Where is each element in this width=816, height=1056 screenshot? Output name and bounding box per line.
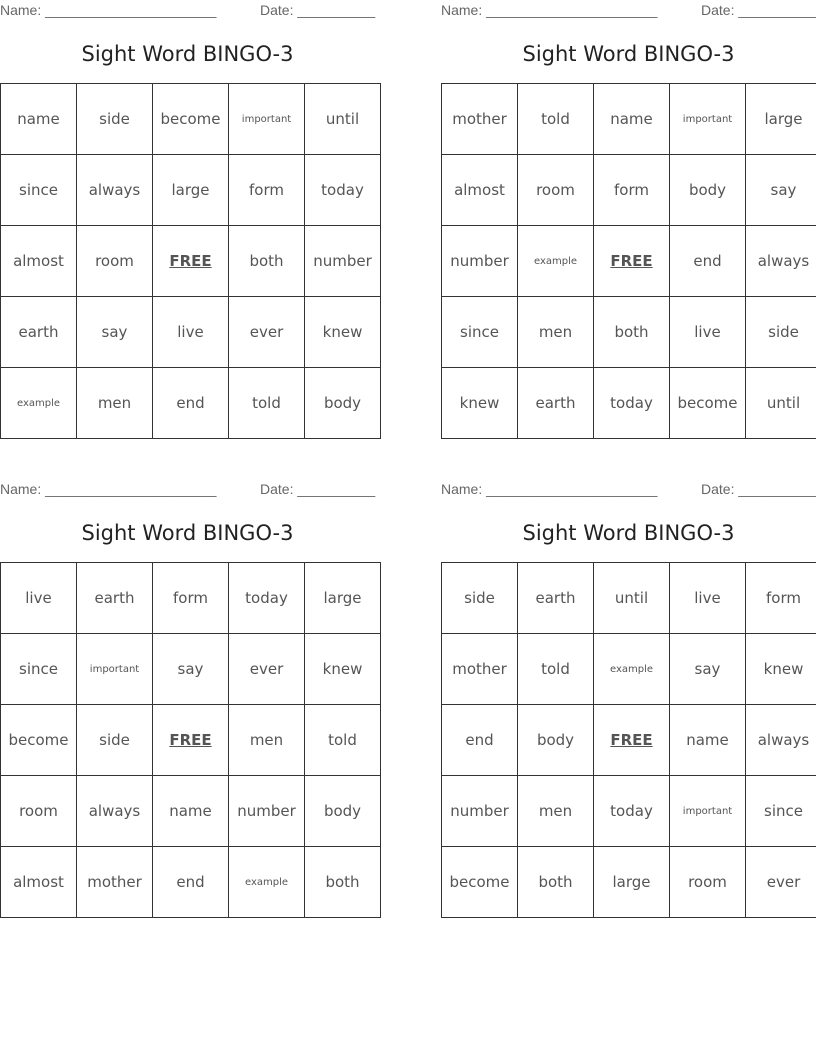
card-title: Sight Word BINGO-3 (522, 42, 735, 66)
word-cell: name (670, 705, 746, 776)
word-cell: side (77, 84, 153, 155)
card-title: Sight Word BINGO-3 (522, 521, 735, 545)
word-cell: men (518, 297, 594, 368)
bingo-grid (441, 562, 816, 918)
word-cell: name (153, 776, 229, 847)
word-cell: today (594, 368, 670, 439)
word-cell: become (1, 705, 77, 776)
word-cell: large (305, 563, 381, 634)
date-field-label: Date: __________ (260, 2, 376, 18)
grid-row (1, 705, 381, 776)
word-cell: today (229, 563, 305, 634)
word-cell: say (77, 297, 153, 368)
word-cell: form (229, 155, 305, 226)
word-cell: live (1, 563, 77, 634)
word-cell: ever (229, 297, 305, 368)
word-cell: always (746, 226, 816, 297)
word-cell: both (518, 847, 594, 918)
word-cell: mother (442, 634, 518, 705)
word-cell: important (670, 776, 746, 847)
word-cell: large (153, 155, 229, 226)
grid-row (442, 634, 816, 705)
name-field-label: Name: ______________________ (0, 481, 217, 497)
word-cell: form (153, 563, 229, 634)
word-cell: room (77, 226, 153, 297)
word-cell: until (305, 84, 381, 155)
word-cell: always (77, 155, 153, 226)
grid-row (1, 368, 381, 439)
word-cell: end (670, 226, 746, 297)
word-cell: live (670, 297, 746, 368)
word-cell: men (518, 776, 594, 847)
grid-row (442, 368, 816, 439)
grid-row (1, 226, 381, 297)
word-cell: always (77, 776, 153, 847)
word-cell: name (1, 84, 77, 155)
word-cell: say (746, 155, 816, 226)
word-cell: told (518, 84, 594, 155)
word-cell: since (1, 634, 77, 705)
word-cell: knew (746, 634, 816, 705)
grid-row (1, 84, 381, 155)
word-cell: until (746, 368, 816, 439)
word-cell: earth (77, 563, 153, 634)
word-cell: name (594, 84, 670, 155)
word-cell: example (1, 368, 77, 439)
grid-row (442, 297, 816, 368)
word-cell: end (153, 847, 229, 918)
word-cell: today (594, 776, 670, 847)
word-cell: side (442, 563, 518, 634)
word-cell: both (229, 226, 305, 297)
date-field-label: Date: __________ (260, 481, 376, 497)
grid-row (442, 84, 816, 155)
grid-row (442, 226, 816, 297)
grid-row (442, 776, 816, 847)
word-cell: almost (1, 226, 77, 297)
word-cell: large (594, 847, 670, 918)
name-field-label: Name: ______________________ (441, 2, 658, 18)
word-cell: become (670, 368, 746, 439)
date-field-label: Date: __________ (701, 481, 816, 497)
word-cell: example (518, 226, 594, 297)
word-cell: earth (1, 297, 77, 368)
grid-row (1, 847, 381, 918)
word-cell: end (442, 705, 518, 776)
word-cell: end (153, 368, 229, 439)
word-cell: number (229, 776, 305, 847)
word-cell: important (77, 634, 153, 705)
word-cell: ever (746, 847, 816, 918)
name-field-label: Name: ______________________ (441, 481, 658, 497)
word-cell: body (305, 776, 381, 847)
word-cell: since (442, 297, 518, 368)
bingo-grid (0, 83, 381, 439)
grid-row (1, 776, 381, 847)
word-cell: example (229, 847, 305, 918)
word-cell: number (442, 776, 518, 847)
word-cell: knew (305, 634, 381, 705)
word-cell: almost (1, 847, 77, 918)
word-cell: mother (442, 84, 518, 155)
name-field-label: Name: ______________________ (0, 2, 217, 18)
word-cell: always (746, 705, 816, 776)
word-cell: body (670, 155, 746, 226)
free-space: FREE (594, 705, 670, 776)
word-cell: form (594, 155, 670, 226)
word-cell: live (153, 297, 229, 368)
word-cell: form (746, 563, 816, 634)
word-cell: since (1, 155, 77, 226)
word-cell: say (670, 634, 746, 705)
word-cell: until (594, 563, 670, 634)
word-cell: almost (442, 155, 518, 226)
grid-row (1, 563, 381, 634)
free-space: FREE (594, 226, 670, 297)
grid-row (1, 155, 381, 226)
word-cell: mother (77, 847, 153, 918)
free-space: FREE (153, 705, 229, 776)
word-cell: men (229, 705, 305, 776)
word-cell: knew (442, 368, 518, 439)
word-cell: side (746, 297, 816, 368)
word-cell: both (594, 297, 670, 368)
word-cell: important (670, 84, 746, 155)
word-cell: men (77, 368, 153, 439)
word-cell: example (594, 634, 670, 705)
word-cell: both (305, 847, 381, 918)
word-cell: earth (518, 368, 594, 439)
word-cell: told (229, 368, 305, 439)
grid-row (442, 847, 816, 918)
word-cell: told (305, 705, 381, 776)
word-cell: number (305, 226, 381, 297)
word-cell: room (670, 847, 746, 918)
word-cell: important (229, 84, 305, 155)
word-cell: say (153, 634, 229, 705)
word-cell: large (746, 84, 816, 155)
word-cell: room (1, 776, 77, 847)
word-cell: earth (518, 563, 594, 634)
grid-row (442, 563, 816, 634)
word-cell: today (305, 155, 381, 226)
word-cell: knew (305, 297, 381, 368)
word-cell: number (442, 226, 518, 297)
card-title: Sight Word BINGO-3 (81, 42, 294, 66)
card-title: Sight Word BINGO-3 (81, 521, 294, 545)
grid-row (442, 705, 816, 776)
word-cell: body (305, 368, 381, 439)
grid-row (442, 155, 816, 226)
word-cell: ever (229, 634, 305, 705)
grid-row (1, 634, 381, 705)
word-cell: side (77, 705, 153, 776)
bingo-grid (441, 83, 816, 439)
word-cell: since (746, 776, 816, 847)
word-cell: become (442, 847, 518, 918)
word-cell: told (518, 634, 594, 705)
bingo-grid (0, 562, 381, 918)
word-cell: body (518, 705, 594, 776)
date-field-label: Date: __________ (701, 2, 816, 18)
grid-row (1, 297, 381, 368)
word-cell: become (153, 84, 229, 155)
word-cell: room (518, 155, 594, 226)
word-cell: live (670, 563, 746, 634)
free-space: FREE (153, 226, 229, 297)
